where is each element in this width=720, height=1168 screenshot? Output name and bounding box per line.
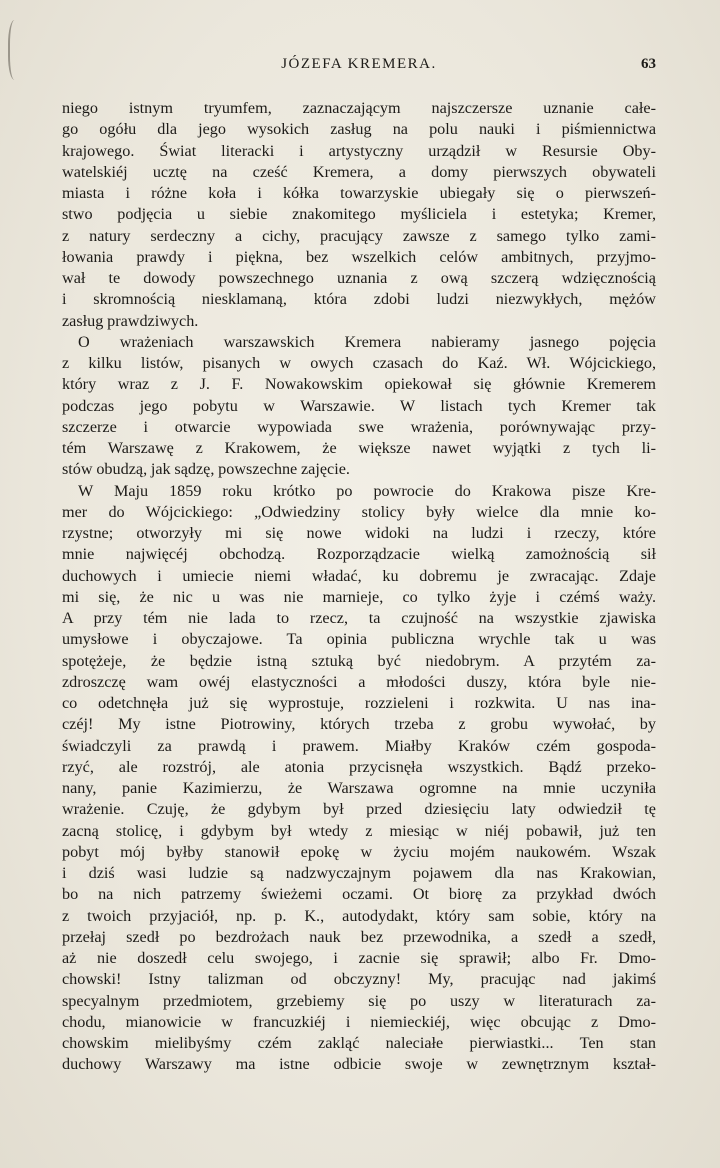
- text-line: z kilku listów, pisanych w owych czasach do Kaź. Wł. Wójcickiego,: [62, 354, 656, 372]
- running-head: JÓZEFA KREMERA.: [281, 56, 437, 72]
- page-header: [62, 56, 656, 84]
- text-line: stów obudzą, jak sądzę, powszechne zajęcie.: [62, 460, 350, 479]
- text-line: specyalnym przedmiotem, grzebiemy się po uszy w literaturach za-: [62, 991, 656, 1010]
- text-line: mnie najwięcéj obchodzą. Rozporządzacie wielką zamożnością sił: [62, 545, 656, 564]
- text-line: go ogółu dla jego wysokich zasług na polu nauki i piśmiennictwa: [62, 120, 656, 139]
- text-line: rzystne; otworzyły mi się nowe widoki na ludzi i rzeczy, które: [62, 524, 656, 542]
- text-line: i dziś wasi ludzie są nadzwyczajnym pojawem dla nas Krakowian,: [62, 864, 656, 882]
- text-line: nany, panie Kazimierzu, że Warszawa ogromne na mnie uczyniła: [62, 779, 656, 797]
- text-line: z natury serdeczny a cichy, pracujący zawsze z samego tylko zami-: [62, 226, 656, 245]
- text-line: mi się, że nic u was nie marnieje, co tylko żyje i czémś waży.: [62, 587, 656, 606]
- text-line: łowania prawdy i piękna, bez wszelkich celów ambitnych, przyjmo-: [62, 247, 656, 266]
- text-line: rzyć, ale rozstrój, ale atonia przycisnęła wszystkich. Bądź przeko-: [62, 757, 656, 776]
- text-line: miasta i różne koła i kółka towarzyskie ubiegały się o pierwszeń-: [62, 184, 656, 202]
- text-line: zdroszczę wam owéj elastyczności a młodości duszy, która byle nie-: [62, 672, 656, 691]
- text-line: W Maju 1859 roku krótko po powrocie do Krakowa pisze Kre-: [78, 481, 656, 500]
- text-line: umysłowe i obyczajowe. Ta opinia publiczna wrychle tak u was: [62, 630, 656, 649]
- text-line: stwo podjęcia u siebie znakomitego myśliciela i estetyka; Kremer,: [62, 205, 656, 224]
- text-line: A przy tém nie lada to rzecz, ta czujność na wszystkie zjawiska: [62, 609, 656, 627]
- text-line: pobyt mój byłby stanowił epokę w życiu mojém naukowém. Wszak: [62, 842, 656, 861]
- text-line: mer do Wójcickiego: „Odwiedziny stolicy były wielce dla mnie ko-: [62, 502, 656, 521]
- text-line: chowski! Istny talizman od obczyzny! My, pracując nad jakimś: [62, 970, 656, 989]
- text-line: i skromnością niesklamaną, która zdobi ludzi niezwykłych, mężów: [62, 290, 656, 309]
- text-line: szczerze i otwarcie wypowiada swe wrażenia, porównywając przy-: [62, 417, 656, 436]
- page-number: 63: [641, 56, 656, 72]
- text-line: co odetchnęła już się wyprostuje, rozzieleni i rozkwita. U nas ina-: [62, 694, 656, 712]
- text-line: wrażenie. Czuję, że gdybym był przed dziesięciu laty odwiedził tę: [62, 800, 656, 819]
- text-line: podczas jego pobytu w Warszawie. W listach tych Kremer tak: [62, 396, 656, 415]
- text-line: duchowy Warszawy ma istne odbicie swoje w zewnętrznym kształ-: [62, 1055, 656, 1074]
- text-line: krajowego. Świat literacki i artystyczny urządził w Resursie Oby-: [62, 141, 656, 160]
- text-line: zacną stolicę, i gdybym był wtedy z miesiąc w niéj pobawił, już ten: [62, 821, 656, 840]
- text-line: świadczyli za prawdą i prawem. Miałby Kraków czém gospoda-: [62, 736, 656, 755]
- text-line: O wrażeniach warszawskich Kremera nabieramy jasnego pojęcia: [78, 332, 656, 351]
- text-line: aż nie doszedł celu swojego, i zacnie się sprawił; albo Fr. Dmo-: [62, 949, 656, 967]
- text-line: z twoich przyjaciół, np. p. K., autodydakt, który sam sobie, który na: [62, 906, 656, 925]
- text-line: zasług prawdziwych.: [62, 311, 199, 330]
- text-line: niego istnym tryumfem, zaznaczającym najszczersze uznanie całe-: [62, 99, 656, 117]
- text-line: bo na nich patrzemy świeżemi oczami. Ot biorę za przykład dwóch: [62, 885, 656, 904]
- text-line: chodu, mianowicie w francuzkiéj i niemieckiéj, więc obcując z Dmo-: [62, 1012, 656, 1031]
- text-line: spotężeje, że będzie istną sztuką być niedobrym. A przytém za-: [62, 651, 656, 670]
- page-binding-edge: [8, 20, 24, 80]
- text-line: przełaj szedł po bezdrożach nauk bez przewodnika, a szedł a szedł,: [62, 927, 656, 946]
- text-line: wał te dowody powszechnego uznania z ową szczerą wdzięcznością: [62, 269, 656, 287]
- text-line: duchowych i umiecie niemi władać, ku dobremu je zwracając. Zdaje: [62, 566, 656, 585]
- text-line: chowskim mielibyśmy czém zakląć naleciałe pierwiastki... Ten stan: [62, 1034, 656, 1052]
- body-text: [62, 98, 656, 1076]
- text-line: który wraz z J. F. Nowakowskim opiekował się głównie Kremerem: [62, 375, 656, 394]
- text-line: watelskiéj ucztę na cześć Kremera, a domy pierwszych obywateli: [62, 162, 656, 181]
- text-line: czéj! My istne Piotrowiny, których trzeba z grobu wywołać, by: [62, 715, 656, 734]
- text-line: tém Warszawę z Krakowem, że większe nawet wyjątki z tych li-: [62, 439, 656, 457]
